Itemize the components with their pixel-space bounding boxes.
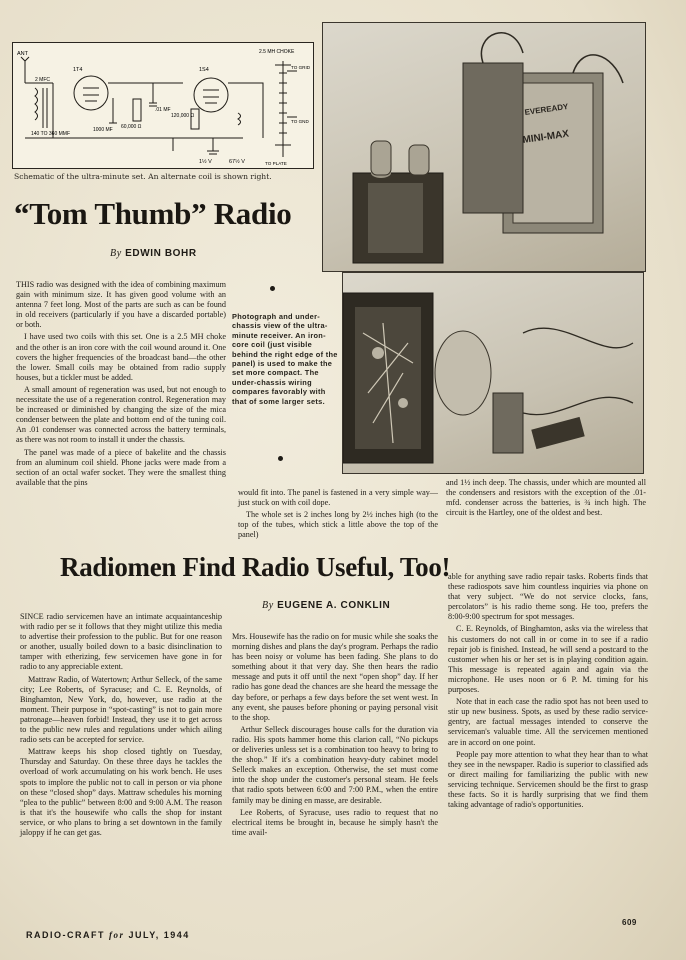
label-b1: 1½ V [199, 159, 212, 165]
schematic-drawing [13, 43, 313, 168]
paragraph: A small amount of regeneration was used, but not enough to necessitate the use of a regeneration control. Regeneration may be increased or diminished by changing the size of the mica condenser between the plate and bottom end of the tuning coil. An .01 condenser was connected across the battery terminals, as there was not room to install it under the chassis. [16, 384, 226, 445]
article1-author: EDWIN BOHR [125, 248, 197, 259]
article1-column-3 [446, 478, 646, 520]
bullet-dot [278, 456, 283, 461]
paragraph: Mrs. Housewife has the radio on for music while she soaks the morning dishes and plans the day's program. Perhaps the radio has been noisy or volume has been fading. She plans to do something about it that very day. She then hears the radio message and puts it off until the next “open shop” day. If her radio has gone dead the chances are she heard the message the day before, or perhaps a few days before the set went west. In any event, she pauses before phoning or paying personal visit to the shop. [232, 632, 438, 722]
article2-column-1 [20, 612, 222, 840]
label-cap1: 2 MFC [35, 77, 50, 83]
label-mf: .01 MF [155, 107, 171, 113]
label-b2: 67½ V [229, 159, 245, 165]
article1-title: “Tom Thumb” Radio [14, 196, 292, 231]
photo-caption: Photograph and under-chassis view of the ultra-minute receiver. An iron-core coil (just visible behind the right edge of the panel) is used to make the set more compact. The under-chassis wiring compares favorably with that of some larger sets. [232, 312, 338, 406]
article2-byline [262, 600, 390, 611]
paragraph: C. E. Reynolds, of Binghamton, asks via the wireless that his customers do not call in or come in to see if a radio repair job is finished. Instead, he will send a postcard to the customer when his or her set is in playing condition again. This message is repeated again and again via the microphone. He uses noon or 6 P. M. timing for his purposes. [448, 624, 648, 695]
paragraph: Lee Roberts, of Syracuse, uses radio to request that no electrical items be brought in, because he simply hasn't the time avail- [232, 807, 438, 837]
label-to-grid: TO GRID [291, 65, 311, 70]
bullet-dot [270, 286, 275, 291]
label-tube1: 1T4 [73, 67, 83, 73]
photo-set-assembled [322, 22, 646, 272]
article2-title: Radiomen Find Radio Useful, Too! [60, 552, 451, 582]
label-to-plate: TO PLATE [265, 161, 287, 166]
label-res2: 120,000 Ω [171, 113, 195, 119]
label-coil: 140 TO 360 MMF [31, 131, 70, 137]
article1-byline [110, 248, 197, 259]
paragraph: The whole set is 2 inches long by 2½ inches high (to the top of the tubes, which stick a little above the top of the panel) [238, 510, 438, 540]
paragraph: Mattraw keeps his shop closed tightly on Tuesday, Thursday and Saturday. On these three days he tackles the overload of work accumulating on his work bench. He uses spots to implore the public not to call in person or via phone on these “closed shop” days. Mattraw schedules his morning “plea to the public” between 8:00 and 9:00 A.M. The reason is that it's the housewife who calls the shop for instant service, or who plans to bring a set downtown in the family jaloppy if he can get gas. [20, 747, 222, 837]
paragraph: able for anything save radio repair tasks. Roberts finds that these radiospots save him countless inquiries via phone on that very subject. “We do not service clocks, fans, percolators” is his radio theme song. He too, prefers the 8:00-9:00 spectrum for spot messages. [448, 572, 648, 622]
page-number: 609 [622, 918, 637, 927]
paragraph: People pay more attention to what they hear than to what they see in the newspaper. Radio is superior to classified ads or direct mailing for familiarizing the public with new servicing technique. Servicemen should be the first to grasp these facts. So it is hardly surprising that we find them taking advantage of radio's opportunities. [448, 749, 648, 810]
paragraph: Arthur Selleck discourages house calls for the duration via radio. His spots hammer home this clarion call, “No pickups or deliveries unless set is a combination too heavy to bring to the shop.” If it's a combination heavy-duty cabinet model Selleck makes an exception. Otherwise, the set must come into the shop under the customer's personal steam. He feels that radio spots between 6:00 and 7:00 P.M., when the entire family may be dining en masse, are desirable. [232, 724, 438, 805]
paragraph: would fit into. The panel is fastened in a very simple way—just stuck on with coil dope. [238, 488, 438, 508]
label-to-gnd: TO GND [291, 119, 309, 124]
article2-column-3 [448, 572, 648, 812]
article1-column-2 [238, 488, 438, 542]
footer-for: for [109, 930, 125, 940]
label-res3: 1000 MF [93, 127, 113, 133]
label-ant: ANT [17, 51, 28, 57]
label-res1: 60,000 Ω [121, 124, 142, 130]
article1-byline-prefix: By [110, 248, 122, 259]
paragraph: THIS radio was designed with the idea of combining maximum gain with minimum size. It has given good volume with an antenna 7 feet long. Most of the parts are such as can be found in old receivers (particularly if you have a discarded portable) or both. [16, 280, 226, 330]
article1-column-1 [16, 280, 226, 490]
footer-date: JULY, 1944 [128, 930, 190, 940]
paragraph: Note that in each case the radio spot has not been used to stir up new business. Spots, as used by these radio service-gentry, are factual messages intended to conserve the serviceman's valuable time. All the servicemen mentioned are in accord on one point. [448, 697, 648, 747]
battery-brand: EVEREADY [524, 101, 569, 117]
photo-chassis-drawing [343, 273, 643, 473]
schematic-caption: Schematic of the ultra-minute set. An alternate coil is shown right. [14, 172, 272, 181]
paragraph: Mattraw Radio, of Watertown; Arthur Selleck, of the same city; Lee Roberts, of Syracuse; and C. E. Reynolds, of Binghamton, New York, do, however, use radio at the moment. Their purpose in “spot-casting” is not to gain more patronage—heaven forbid! Instead, they use it to get across to the public new rules and regulations under which ailing radio sets can be accepted for service. [20, 674, 222, 745]
paragraph: I have used two coils with this set. One is a 2.5 MH choke and the other is an iron core with the coil wound around it. One covers the higher frequencies of the broadcast band—the other the lower. Small coils may be obtained from radio supply houses, but a tickler must be added. [16, 332, 226, 382]
paragraph: SINCE radio servicemen have an intimate acquaintanceship with radio per se it follows that they might utilize this media to advertise their profession to the public. But for one reason or another, usually boiled down to a basic disinclination to tamper with etherizing, few servicemen have gone in for radio to any appreciable extent. [20, 612, 222, 672]
photo-under-chassis [342, 272, 644, 474]
battery-label: MINI-MAX [521, 128, 570, 146]
article2-byline-prefix: By [262, 600, 274, 611]
article2-author: EUGENE A. CONKLIN [277, 600, 391, 611]
paragraph: The panel was made of a piece of bakelite and the chassis from an aluminum coil shield. Phone jacks were made from a section of an octal wafer socket. They were the smallest thing available that the pins [16, 447, 226, 487]
label-tube2: 1S4 [199, 67, 209, 73]
article2-column-2 [232, 632, 438, 840]
schematic-diagram [12, 42, 314, 169]
footer-issue [26, 930, 190, 940]
paragraph: and 1½ inch deep. The chassis, under which are mounted all the condensers and resistors with the exception of the .01-mfd. condenser across the batteries, is ¾ inch high. The circuit is the Hartley, one of the oldest and best. [446, 478, 646, 518]
label-choke: 2.5 MH CHOKE [259, 49, 295, 55]
footer-magazine: RADIO-CRAFT [26, 930, 105, 940]
photo-set-drawing [323, 23, 645, 271]
